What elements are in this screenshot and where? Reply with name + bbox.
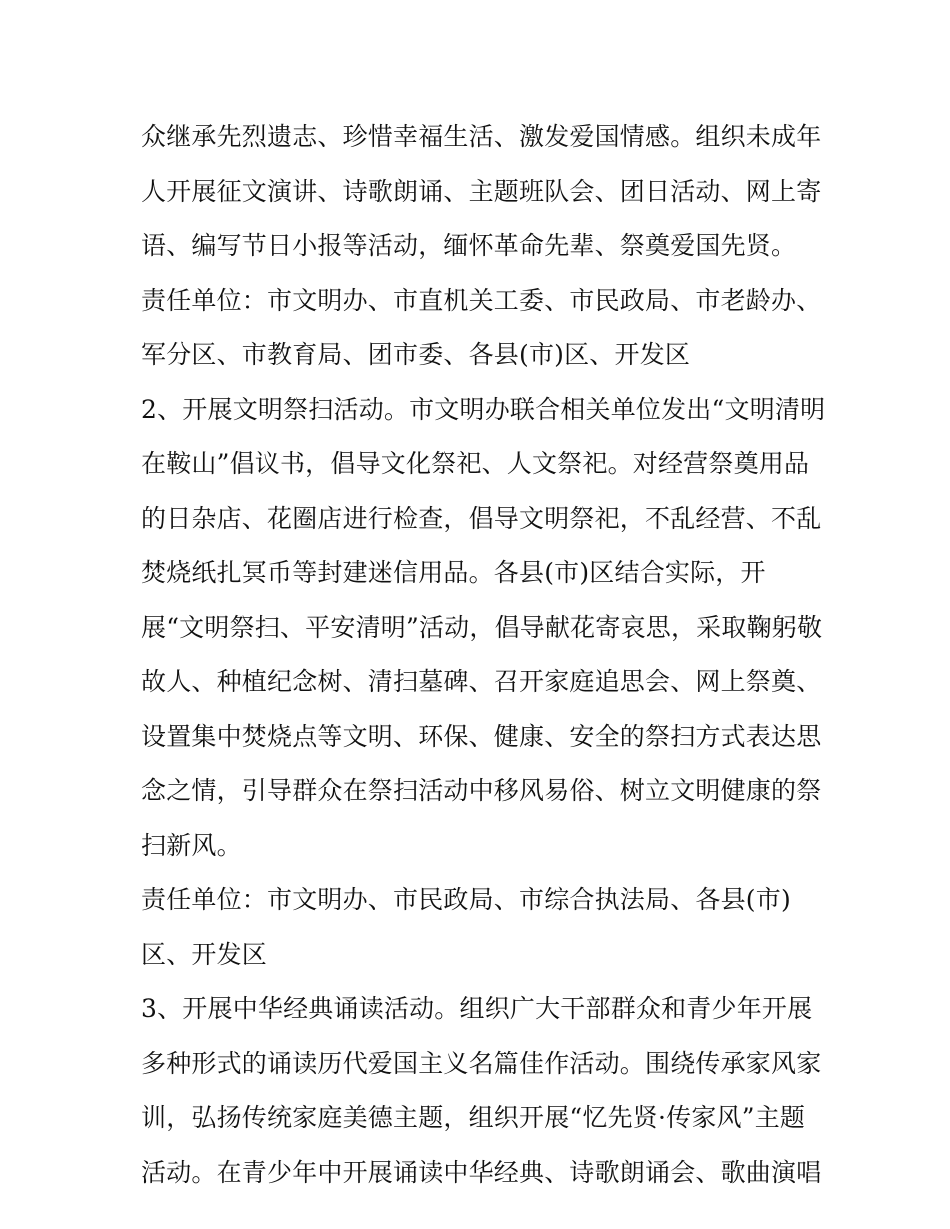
- text-line: 活动。在青少年中开展诵读中华经典、诗歌朗诵会、歌曲演唱: [141, 1157, 822, 1187]
- text-line: 语、编写节日小报等活动，缅怀革命先辈、祭奠爱国先贤。: [141, 231, 797, 260]
- text-line: 扫新风。: [141, 830, 242, 860]
- text-line: 3、开展中华经典诵读活动。组织广大干部群众和青少年开展: [141, 994, 813, 1023]
- text-line: 2、开展文明祭扫活动。市文明办联合相关单位发出“文明清明: [141, 394, 826, 424]
- text-line: 念之情，引导群众在祭扫活动中移风易俗、树立文明健康的祭: [141, 776, 822, 805]
- text-line: 责任单位：市文明办、市直机关工委、市民政局、市老龄办、: [141, 285, 822, 315]
- text-line: 的日杂店、花圈店进行检查，倡导文明祭祀，不乱经营、不乱: [141, 503, 822, 533]
- text-line: 区、开发区: [141, 939, 268, 969]
- text-line: 训，弘扬传统家庭美德主题，组织开展“忆先贤·传家风”主题: [141, 1103, 806, 1132]
- text-line: 责任单位：市文明办、市民政局、市综合执法局、各县(市): [141, 885, 791, 914]
- document-body: [141, 110, 826, 1200]
- text-line: 人开展征文演讲、诗歌朗诵、主题班队会、团日活动、网上寄: [141, 176, 822, 206]
- text-line: 设置集中焚烧点等文明、环保、健康、安全的祭扫方式表达思: [141, 721, 822, 751]
- text-line: 在鞍山”倡议书，倡导文化祭祀、人文祭祀。对经营祭奠用品: [141, 449, 810, 478]
- text-line: 众继承先烈遗志、珍惜幸福生活、激发爱国情感。组织未成年: [141, 122, 822, 151]
- text-line: 多种形式的诵读历代爱国主义名篇佳作活动。围绕传承家风家: [141, 1048, 822, 1078]
- text-line: 展“文明祭扫、平安清明”活动，倡导献花寄哀思，采取鞠躬敬: [141, 612, 823, 642]
- text-line: 军分区、市教育局、团市委、各县(市)区、开发区: [141, 340, 691, 369]
- text-line: 故人、种植纪念树、清扫墓碑、召开家庭追思会、网上祭奠、: [141, 667, 822, 696]
- text-line: 焚烧纸扎冥币等封建迷信用品。各县(市)区结合实际，开: [141, 558, 766, 587]
